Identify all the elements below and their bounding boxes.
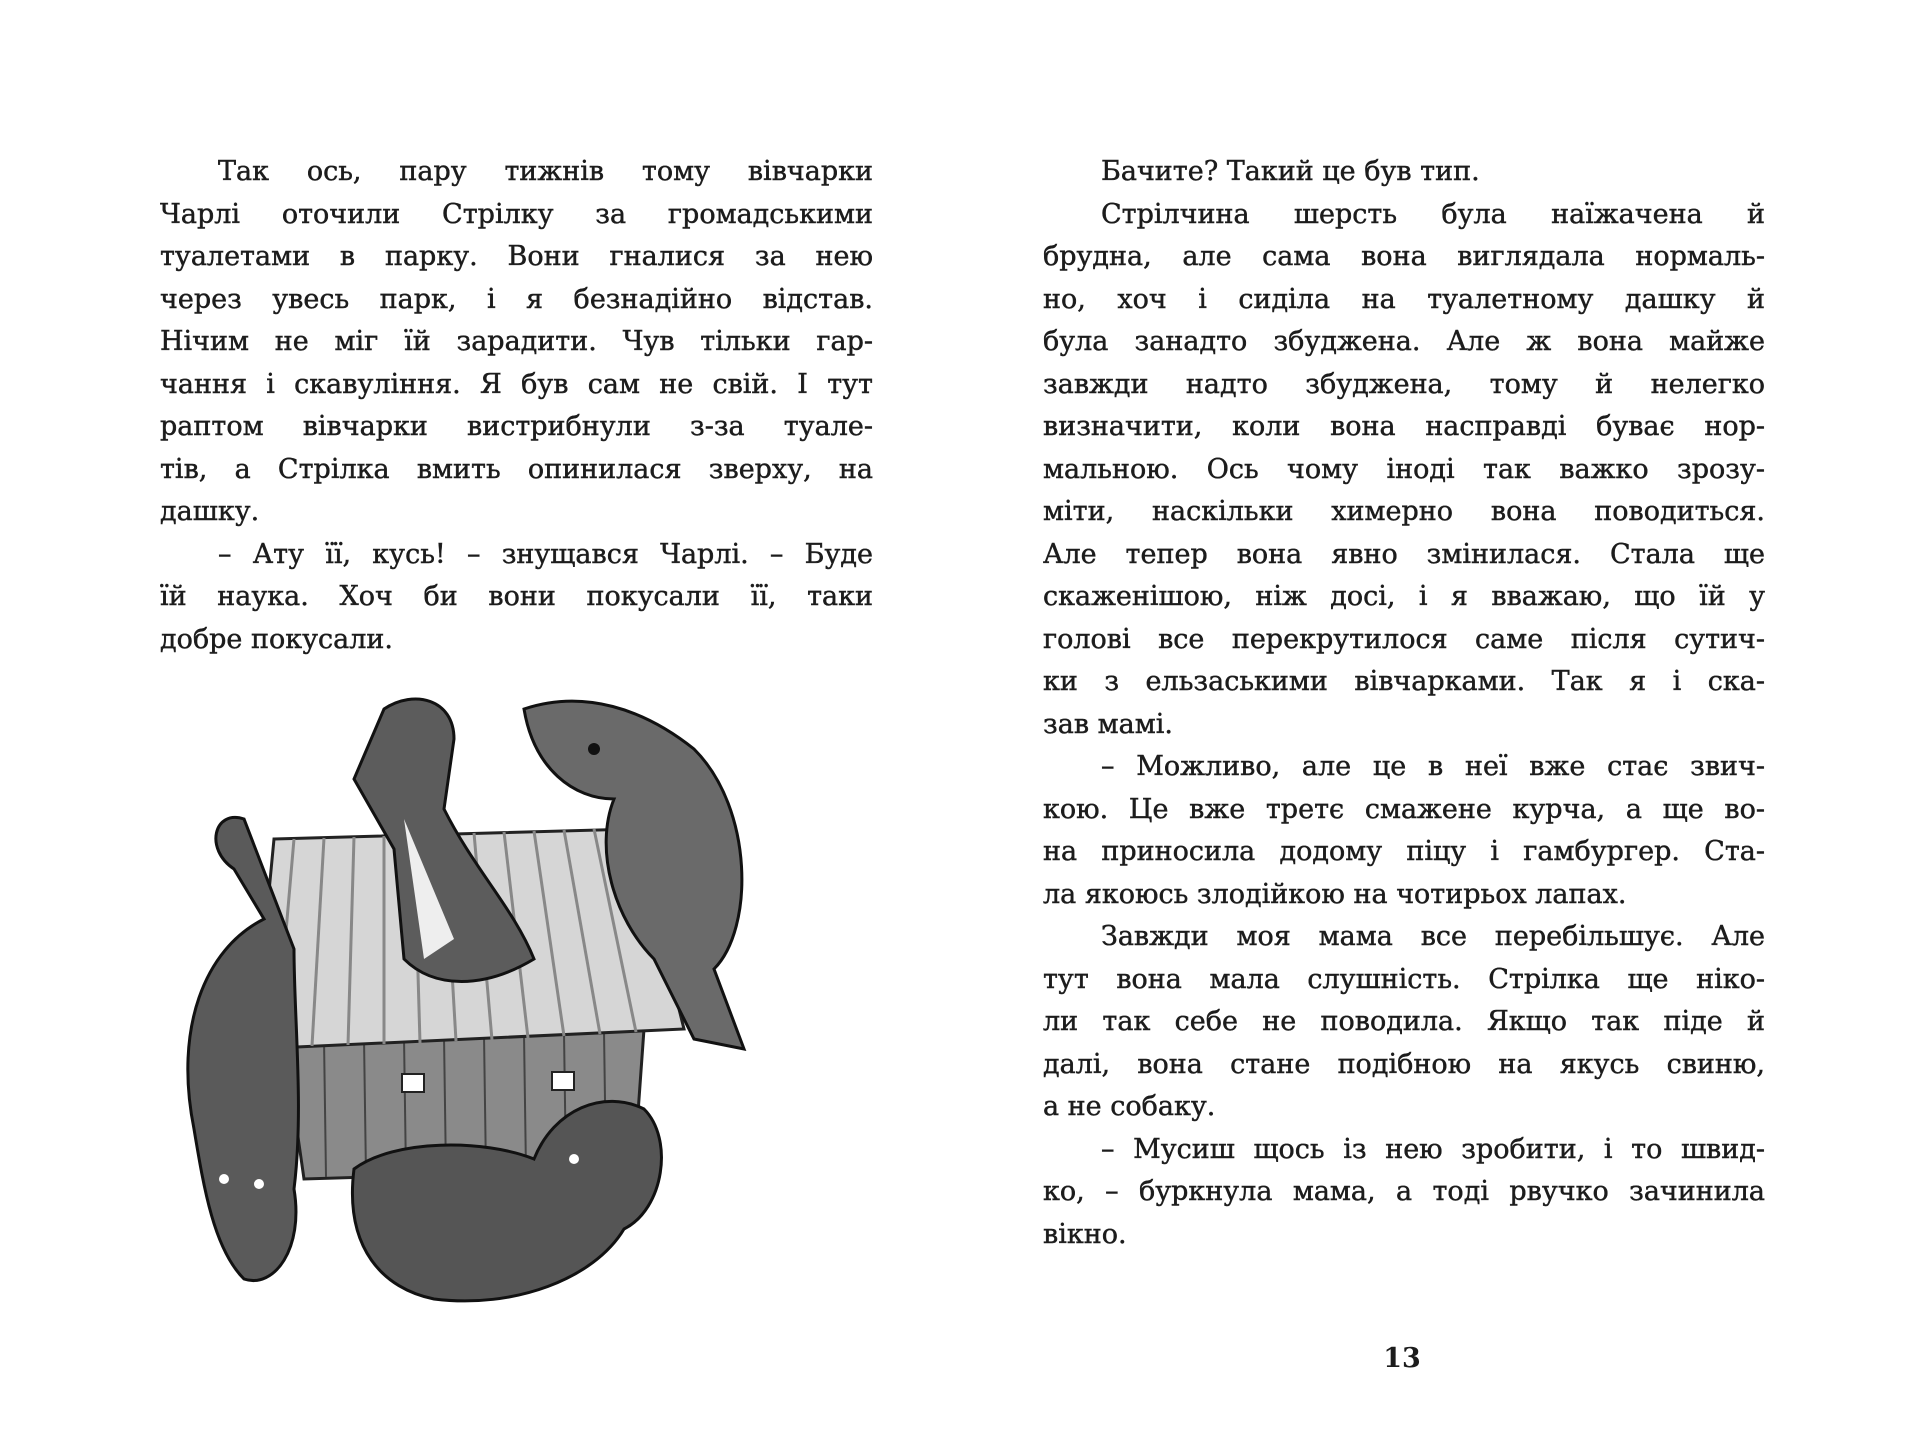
text-line: Але тепер вона явно змінилася. Стала ще xyxy=(1043,538,1765,570)
text-line: Бачите? Такий це був тип. xyxy=(1101,156,1480,187)
paragraph xyxy=(1043,151,1765,194)
paragraph xyxy=(1043,746,1765,916)
text-line: на приносила додому піцу і гамбургер. Ста- xyxy=(1043,836,1765,867)
left-page-text xyxy=(160,151,873,661)
text-line: дашку. xyxy=(160,496,260,527)
text-line: Так ось, пару тижнів тому вівчарки xyxy=(218,156,873,187)
paragraph xyxy=(1043,916,1765,1129)
right-page-text xyxy=(1043,151,1765,1256)
page-number: 13 xyxy=(1383,1343,1421,1374)
text-line: скаженішою, ніж досі, і я вважаю, що їй у xyxy=(1043,581,1765,612)
text-line: Завжди моя мама все перебільшує. Але xyxy=(1101,921,1765,952)
text-line: ли так себе не поводила. Якщо так піде й xyxy=(1043,1006,1765,1037)
text-line: ко, – буркнула мама, а тоді рвучко зачинила xyxy=(1043,1176,1765,1207)
text-line: голові все перекрутилося саме після сутич- xyxy=(1043,623,1765,655)
text-line: мальною. Ось чому іноді так важко зрозу- xyxy=(1043,453,1765,485)
paragraph xyxy=(1043,1129,1765,1257)
text-line: брудна, але сама вона виглядала нормаль- xyxy=(1043,241,1765,272)
text-line: но, хоч і сиділа на туалетному дашку й xyxy=(1043,283,1765,315)
text-line: ла якоюсь злодійкою на чотирьох лапах. xyxy=(1043,878,1627,910)
text-line: чання і скавуління. Я був сам не свій. І тут xyxy=(160,368,873,400)
text-line: Чарлі оточили Стрілку за громадськими xyxy=(160,198,873,230)
paragraph xyxy=(160,534,873,662)
text-line: зав мамі. xyxy=(1043,708,1173,740)
paragraph xyxy=(160,151,873,534)
text-line: тів, а Стрілка вмить опинилася зверху, на xyxy=(160,453,873,485)
text-line: через увесь парк, і я безнадійно відстав. xyxy=(160,283,873,315)
text-line: завжди надто збуджена, тому й нелегко xyxy=(1043,368,1765,400)
text-line: добре покусали. xyxy=(160,623,393,655)
text-line: Нічим не міг їй зарадити. Чув тільки гар- xyxy=(160,326,873,357)
text-line: ки з ельзаськими вівчарками. Так я і ска- xyxy=(1043,666,1765,697)
text-line: кою. Це вже третє смажене курча, а ще во- xyxy=(1043,793,1765,825)
text-line: була занадто збуджена. Але ж вона майже xyxy=(1043,326,1765,357)
text-line: – Ату її, кусь! – знущався Чарлі. – Буде xyxy=(218,538,873,570)
text-line: – Мусиш щось із нею зробити, і то швид- xyxy=(1101,1133,1765,1165)
text-line: вікно. xyxy=(1043,1218,1127,1250)
text-line: їй наука. Хоч би вони покусали її, таки xyxy=(160,581,873,612)
text-line: а не собаку. xyxy=(1043,1091,1216,1122)
illustration-dogs-around-toilet xyxy=(154,689,880,1329)
text-line: визначити, коли вона насправді буває нор- xyxy=(1043,411,1765,442)
text-line: міти, наскільки химерно вона поводиться. xyxy=(1043,496,1765,527)
paragraph xyxy=(1043,194,1765,747)
text-line: тут вона мала слушність. Стрілка ще ніко- xyxy=(1043,963,1765,995)
text-line: – Можливо, але це в неї вже стає звич- xyxy=(1101,751,1765,782)
text-line: туалетами в парку. Вони гналися за нею xyxy=(160,241,873,272)
text-line: далі, вона стане подібною на якусь свиню, xyxy=(1043,1048,1765,1080)
text-line: Стрілчина шерсть була наїжачена й xyxy=(1101,198,1765,230)
text-line: раптом вівчарки вистрибнули з-за туале- xyxy=(160,411,873,442)
